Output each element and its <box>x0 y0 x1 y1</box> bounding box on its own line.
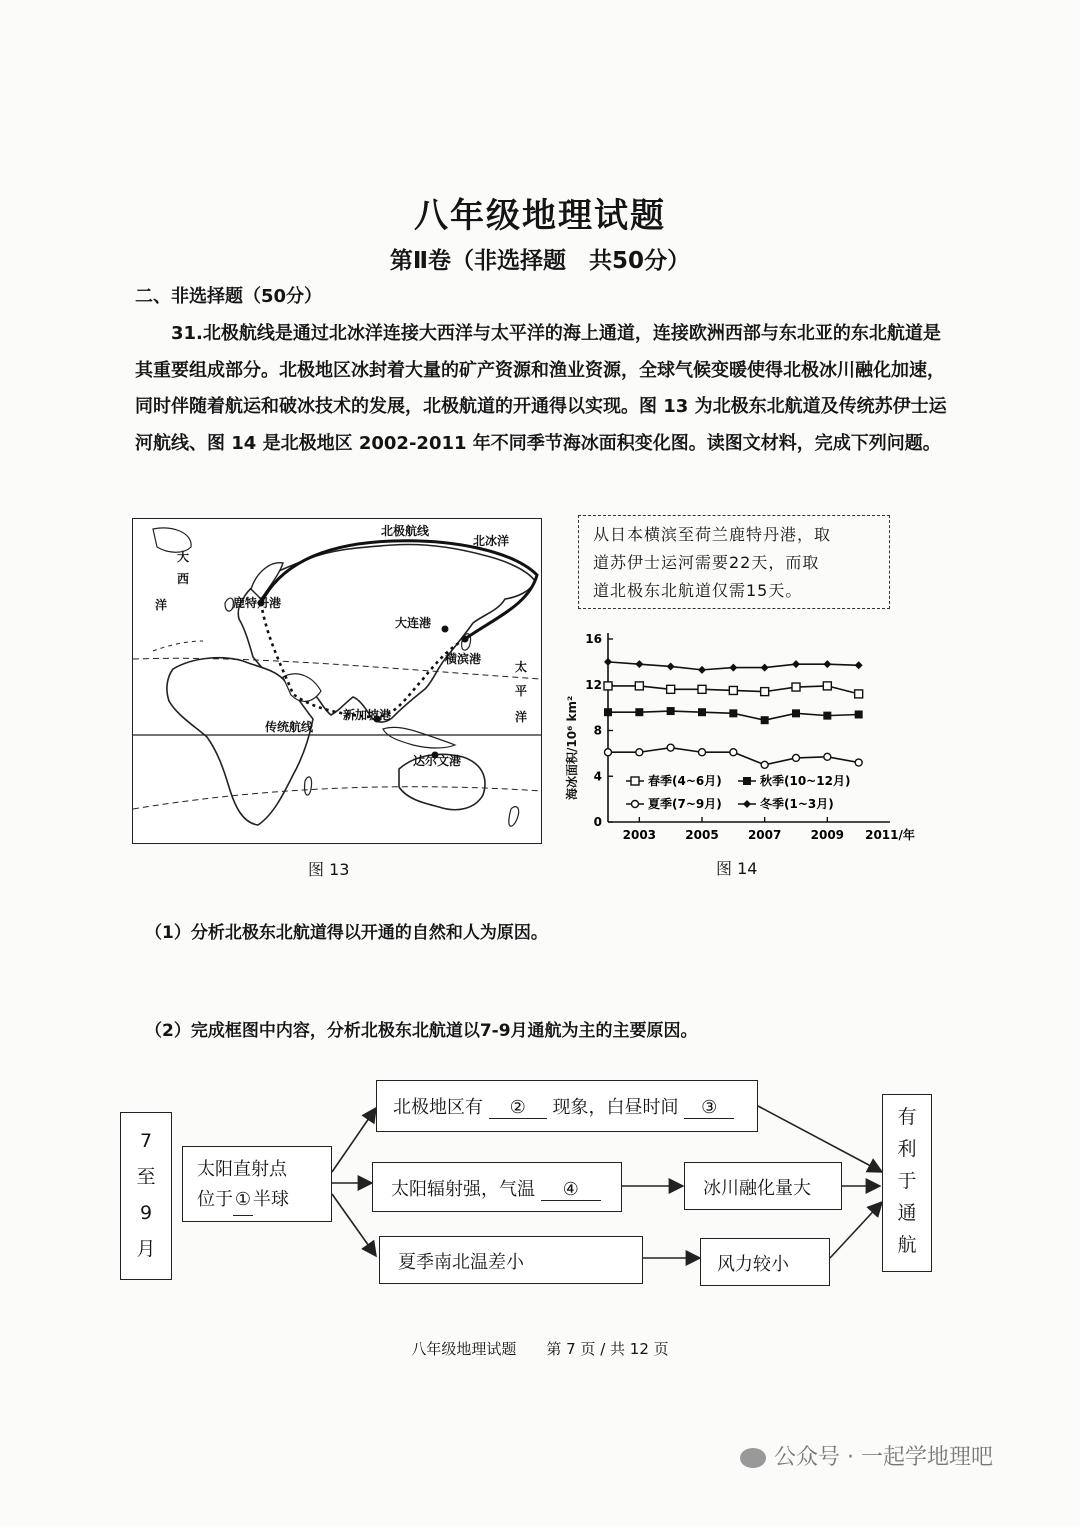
blank-2: ② <box>489 1097 547 1119</box>
series-3-point <box>823 660 831 668</box>
figure-13-map <box>132 518 542 844</box>
chart-x-tick-label: 2009 <box>810 828 845 842</box>
series-1-point <box>761 716 769 724</box>
madagascar <box>305 777 312 795</box>
question-31-text: 31.北极航线是通过北冰洋连接大西洋与太平洋的海上通道，连接欧洲西部与东北亚的东北航道是其重要组成部分。北极地区冰封着大量的矿产资源和渔业资源，全球气候变暖使得北极冰川融化加速，同时伴随着航运和破冰技术的发展，北极航道的开通得以实现。图 13 为北极东北航道及传统苏伊士运河航线、图 14 是北极地区 2002-2011 年不同季节海冰面积变化图。读图文材料，完成下列问题。 <box>135 323 947 454</box>
legend-label-0: 春季(4~6月) <box>648 774 722 788</box>
month-char-3: 9 <box>139 1202 153 1224</box>
info-box <box>578 515 890 609</box>
wechat-icon <box>740 1448 766 1468</box>
series-3-point <box>635 660 643 668</box>
pacific-label-1: 太 <box>515 660 528 674</box>
box5-text: 风力较小 <box>717 1254 789 1275</box>
box3-text: 夏季南北温差小 <box>398 1252 524 1273</box>
series-3-point <box>792 660 800 668</box>
result-char-3: 于 <box>897 1170 917 1192</box>
sun-line-1: 太阳直射点 <box>197 1159 287 1180</box>
sun-line-2 <box>197 1185 331 1216</box>
blank-1: ① <box>233 1185 253 1216</box>
pacific-label-3: 洋 <box>515 710 528 724</box>
yokohama-label: 横滨港 <box>445 652 482 666</box>
series-0-point <box>855 690 863 698</box>
arctic-route-label: 北极航线 <box>381 524 430 538</box>
traditional-route-label: 传统航线 <box>265 720 314 734</box>
series-0-point <box>667 685 675 693</box>
series-2-point <box>824 753 831 760</box>
series-1-point <box>729 709 737 717</box>
result-char-2: 利 <box>897 1138 917 1160</box>
watermark <box>740 1440 993 1471</box>
series-0-point <box>698 685 706 693</box>
legend-label-3: 冬季(1~3月) <box>760 797 834 811</box>
sun-line-2-suffix: 半球 <box>253 1189 289 1210</box>
series-1-point <box>855 710 863 718</box>
series-3-point <box>855 661 863 669</box>
series-3-point <box>729 664 737 672</box>
chart-ylabel: 海冰面积/10⁶ km² <box>565 695 579 800</box>
sun-line-2-prefix: 位于 <box>197 1189 233 1210</box>
series-2-point <box>730 749 737 756</box>
legend-marker-0 <box>631 777 639 785</box>
series-2-point <box>761 761 768 768</box>
chart-xlabel: 2011/年 <box>865 828 915 842</box>
month-char-1: 7 <box>139 1130 153 1152</box>
pacific-label-2: 平 <box>515 684 528 698</box>
series-2-point <box>699 749 706 756</box>
chart-y-tick-label: 12 <box>585 677 602 692</box>
series-0-point <box>823 682 831 690</box>
atlantic-dash <box>153 641 203 651</box>
box4-text: 冰川融化量大 <box>703 1178 811 1199</box>
flow-sun-box <box>182 1146 332 1222</box>
dalian-dot <box>442 626 449 633</box>
series-0-point <box>761 688 769 696</box>
flow-box-5 <box>700 1238 830 1286</box>
result-char-5: 航 <box>897 1234 917 1256</box>
watermark-text: 公众号 · 一起学地理吧 <box>774 1445 993 1470</box>
series-2-point <box>855 759 862 766</box>
dalian-label: 大连港 <box>395 616 432 630</box>
page-title: 八年级地理试题 <box>414 196 666 236</box>
series-1-point <box>823 712 831 720</box>
legend-label-2: 夏季(7~9月) <box>648 797 722 811</box>
series-3-point <box>761 664 769 672</box>
series-3-point <box>698 666 706 674</box>
info-line-3: 道北极东北航道仅需15天。 <box>593 581 803 600</box>
legend-marker-2 <box>632 801 639 808</box>
series-0-point <box>792 683 800 691</box>
legend-marker-3 <box>743 800 751 808</box>
series-1-point <box>698 708 706 716</box>
flow-box-4 <box>684 1162 842 1210</box>
darwin-label: 达尔文港 <box>413 754 462 768</box>
new-zealand <box>509 807 519 827</box>
figure-14-chart <box>560 625 940 850</box>
series-1-point <box>667 707 675 715</box>
series-2-point <box>793 754 800 761</box>
chart-x-tick-label: 2007 <box>747 828 782 842</box>
series-1-point <box>635 708 643 716</box>
flow-box-3 <box>379 1236 643 1284</box>
arctic-ocean-label: 北冰洋 <box>473 534 510 548</box>
series-0-point <box>729 686 737 694</box>
chart-x-tick-label: 2005 <box>685 828 719 842</box>
figure-13-caption: 图 13 <box>308 860 350 879</box>
singapore-label: 新加坡港 <box>343 708 392 722</box>
box1-text-b: 现象，白昼时间 <box>552 1097 679 1118</box>
page-subtitle: 第Ⅱ卷（非选择题 共50分） <box>389 248 691 274</box>
chart-x-tick-label: 2003 <box>622 828 657 842</box>
box2-text: 太阳辐射强，气温 <box>391 1179 535 1200</box>
series-2-point <box>667 744 674 751</box>
series-0-point <box>635 682 643 690</box>
month-char-4: 月 <box>136 1238 156 1260</box>
chart-y-tick-label: 8 <box>593 723 602 738</box>
chart-y-tick-label: 16 <box>585 632 602 646</box>
series-3-point <box>667 662 675 670</box>
flow-box-2 <box>372 1162 622 1212</box>
arrow-sun-to-box3 <box>332 1194 376 1256</box>
series-2-point <box>636 749 643 756</box>
legend-marker-1 <box>743 777 751 785</box>
chart-y-tick-label: 4 <box>593 769 602 784</box>
atlantic-label-1: 大 <box>177 550 190 564</box>
month-char-2: 至 <box>136 1166 156 1188</box>
sub-question-2: （2）完成框图中内容，分析北极东北航道以7-9月通航为主的主要原因。 <box>145 1021 698 1041</box>
indonesia <box>383 727 455 748</box>
atlantic-label-3: 洋 <box>155 598 168 612</box>
box1-text-a: 北极地区有 <box>393 1097 483 1118</box>
greenland <box>153 528 191 552</box>
section-heading: 二、非选择题（50分） <box>135 286 323 307</box>
arrow-sun-to-box1 <box>332 1108 376 1172</box>
legend-label-1: 秋季(10~12月) <box>760 774 851 788</box>
arrow-box5-to-result <box>830 1202 882 1258</box>
info-line-2: 道苏伊士运河需要22天，而取 <box>593 553 820 572</box>
flow-result-box <box>882 1094 932 1272</box>
blank-3: ③ <box>684 1097 734 1119</box>
series-1-point <box>604 708 612 716</box>
result-char-1: 有 <box>897 1106 917 1128</box>
series-2-point <box>605 749 612 756</box>
figure-14-caption: 图 14 <box>716 859 758 878</box>
page-footer: 八年级地理试题 第 7 页 / 共 12 页 <box>411 1340 669 1358</box>
flow-month-box <box>120 1112 172 1280</box>
info-line-1: 从日本横滨至荷兰鹿特丹港，取 <box>593 525 832 544</box>
series-0-point <box>604 682 612 690</box>
yokohama-dot <box>462 636 469 643</box>
series-3-point <box>604 658 612 666</box>
series-1-point <box>792 709 800 717</box>
rotterdam-label: 鹿特丹港 <box>233 596 282 610</box>
result-char-4: 通 <box>897 1202 917 1224</box>
map-svg <box>133 519 541 843</box>
flow-box-1 <box>376 1080 758 1132</box>
atlantic-label-2: 西 <box>177 572 190 586</box>
blank-4: ④ <box>541 1179 601 1201</box>
chart-y-tick-label: 0 <box>593 815 602 829</box>
sub-question-1: （1）分析北极东北航道得以开通的自然和人为原因。 <box>145 923 548 943</box>
